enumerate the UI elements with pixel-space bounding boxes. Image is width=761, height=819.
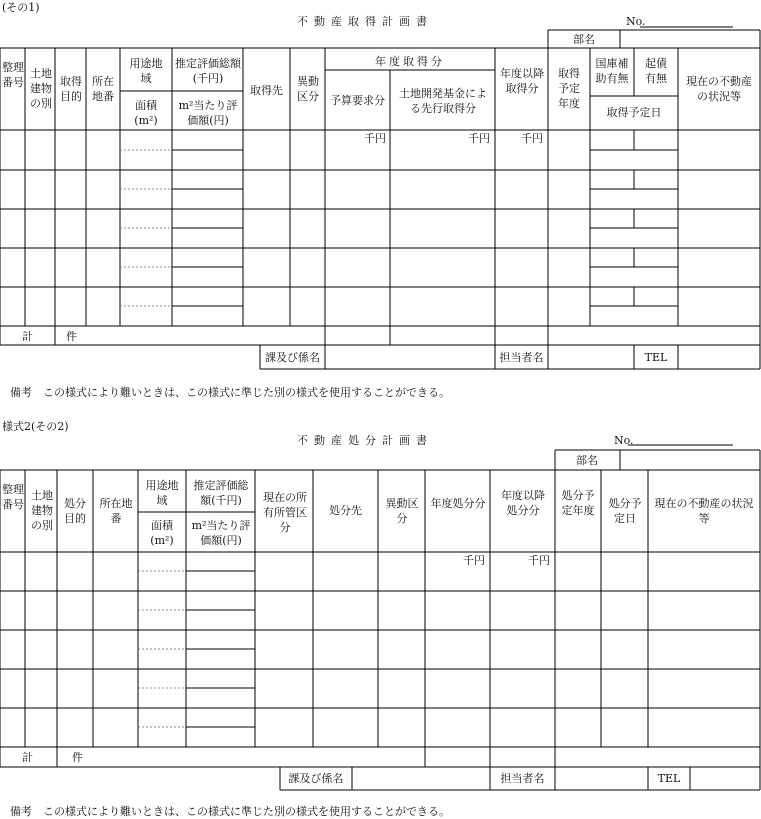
form1-h-planned-year: 取得予定年度 bbox=[558, 67, 580, 110]
form1-h-budget: 予算要求分 bbox=[330, 94, 385, 107]
form1-h-transfer: 異動区分 bbox=[297, 75, 319, 103]
form1-h-acquire-from: 取得先 bbox=[250, 84, 283, 97]
form2-h-owner-section: 現在の所有所管区分 bbox=[263, 491, 307, 534]
form2-unit-later: 千円 bbox=[528, 554, 550, 567]
form2-h-land-bldg: 土地建物の別 bbox=[31, 489, 53, 532]
form1-h-land-bldg: 土地建物の別 bbox=[30, 67, 52, 110]
form1-unit-later: 千円 bbox=[521, 132, 543, 145]
form1-total-label: 計 bbox=[22, 330, 33, 343]
form1-unit-fund: 千円 bbox=[468, 132, 490, 145]
form1-section-label: 課及び係名 bbox=[265, 351, 320, 364]
form2-title: 不動産処分計画書 bbox=[297, 434, 433, 447]
form2-no-label: No. bbox=[614, 434, 634, 447]
form1-h-later-year: 年度以降取得分 bbox=[500, 67, 544, 95]
form2-total-label: 計 bbox=[22, 751, 33, 764]
form1-no-label: No. bbox=[626, 15, 646, 28]
form1-h-area: 面積(m²) bbox=[134, 99, 158, 127]
form1-heading: (その1) bbox=[2, 1, 40, 14]
form2-h-purpose: 処分目的 bbox=[64, 497, 86, 525]
form2-person-label: 担当者名 bbox=[500, 772, 545, 785]
form1-tel-label: TEL bbox=[644, 351, 668, 364]
form2-h-location: 所在地番 bbox=[99, 497, 133, 525]
form2-note: 備考 この様式により難いときは、この様式に準じた別の様式を使用することができる。 bbox=[10, 805, 450, 818]
form1-h-subsidy: 国庫補助有無 bbox=[595, 57, 629, 85]
form1-unit-budget: 千円 bbox=[364, 132, 386, 145]
form1-h-purpose: 取得目的 bbox=[60, 75, 82, 103]
form1-count-label: 件 bbox=[66, 330, 77, 343]
form1-h-use-zone: 用途地域 bbox=[129, 57, 163, 85]
form2-h-later-year: 年度以降処分分 bbox=[501, 489, 545, 517]
form2-h-transfer: 異動区分 bbox=[385, 497, 419, 525]
form2-h-seiri: 整理番号 bbox=[2, 483, 24, 511]
form2-count-label: 件 bbox=[72, 751, 83, 764]
form1-title: 不動産取得計画書 bbox=[297, 15, 433, 28]
form2-h-per-m2: m²当たり評価額(円) bbox=[191, 519, 251, 547]
form2-h-year-dispose: 年度処分分 bbox=[430, 497, 486, 510]
form1-note: 備考 この様式により難いときは、この様式に準じた別の様式を使用することができる。 bbox=[10, 386, 450, 399]
form1-h-per-m2: m²当たり評価額(円) bbox=[178, 99, 238, 127]
form2-section-label: 課及び係名 bbox=[288, 772, 344, 785]
form1-h-bond: 起債有無 bbox=[645, 57, 667, 85]
form2-heading: 様式2(その2) bbox=[2, 420, 69, 433]
form1-h-location: 所在地番 bbox=[92, 75, 114, 103]
form2-h-planned-date: 処分予定日 bbox=[608, 497, 642, 525]
form1-h-est-total: 推定評価総額(千円) bbox=[175, 57, 241, 85]
form1-h-fund: 土地開発基金による先行取得分 bbox=[399, 87, 487, 115]
form1-h-year-group: 年度取得分 bbox=[375, 55, 445, 68]
form2-h-area: 面積(m²) bbox=[150, 519, 174, 547]
form2-h-dispose-to: 処分先 bbox=[329, 504, 362, 517]
form2-h-planned-year: 処分予定年度 bbox=[561, 489, 595, 517]
form1-h-planned-date: 取得予定日 bbox=[606, 106, 662, 119]
form2-h-status: 現在の不動産の状況等 bbox=[654, 497, 754, 525]
form2-h-est-total: 推定評価総額(千円) bbox=[193, 479, 249, 507]
form2-tel-label: TEL bbox=[657, 772, 681, 785]
form1-h-status: 現在の不動産の状況等 bbox=[686, 75, 752, 103]
form1-person-label: 担当者名 bbox=[499, 351, 544, 364]
form2-unit-year: 千円 bbox=[463, 554, 485, 567]
form2-h-use-zone: 用途地域 bbox=[145, 479, 179, 507]
form1-h-seiri: 整理番号 bbox=[2, 61, 24, 89]
form1-dept-label: 部名 bbox=[573, 33, 595, 46]
form2-dept-label: 部名 bbox=[576, 454, 598, 467]
